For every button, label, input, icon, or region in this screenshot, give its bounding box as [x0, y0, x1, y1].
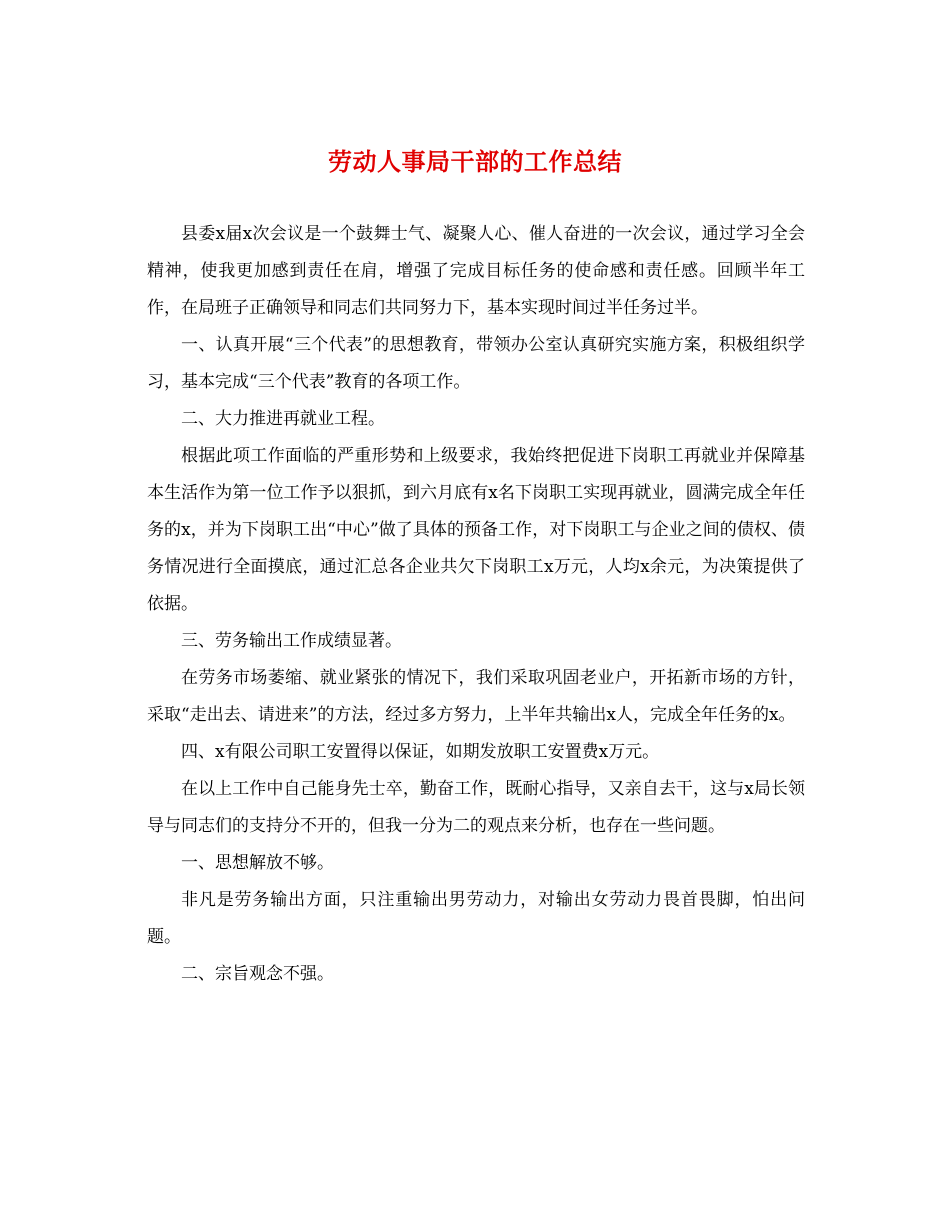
document-title: 劳动人事局干部的工作总结	[328, 147, 622, 176]
paragraph-heading-labor-export: 三、劳务输出工作成绩显著。	[181, 631, 402, 651]
paragraph-problem-1-heading: 一、思想解放不够。	[181, 853, 334, 873]
paragraph-self-assessment: 在以上工作中自己能身先士卒，勤奋工作，既耐心指导，又亲自去干，这与x局长领导与同志们的支持分不开的，但我一分为二的观点来分析，也存在一些问题。	[147, 779, 805, 836]
paragraph-reemployment-detail: 根据此项工作面临的严重形势和上级要求，我始终把促进下岗职工再就业并保障基本生活作为第一位工作予以狠抓，到六月底有x名下岗职工实现再就业，圆满完成全年任务的x，并为下岗职工出“中心”做了具体的预备工作，对下岗职工与企业之间的债权、债务情况进行全面摸底，通过汇总各企业共欠下岗职工x万元，人均x余元，为决策提供了依据。	[147, 446, 805, 614]
paragraph-intro: 县委x届x次会议是一个鼓舞士气、凝聚人心、催人奋进的一次会议，通过学习全会精神，使我更加感到责任在肩，增强了完成目标任务的使命感和责任感。回顾半年工作，在局班子正确领导和同志们共同努力下，基本实现时间过半任务过半。	[147, 224, 805, 318]
paragraph-problem-1-detail: 非凡是劳务输出方面，只注重输出男劳动力，对输出女劳动力畏首畏脚，怕出问题。	[147, 890, 805, 947]
paragraph-labor-export-detail: 在劳务市场萎缩、就业紧张的情况下，我们采取巩固老业户，开拓新市场的方针，采取“走出去、请进来”的方法，经过多方努力，上半年共输出x人，完成全年任务的x。	[147, 668, 805, 725]
paragraph-item-4-resettlement: 四、x有限公司职工安置得以保证，如期发放职工安置费x万元。	[181, 742, 660, 762]
paragraph-heading-reemployment: 二、大力推进再就业工程。	[181, 409, 385, 429]
paragraph-item-1-three-represents: 一、认真开展“三个代表”的思想教育，带领办公室认真研究实施方案，积极组织学习，基本完成“三个代表”教育的各项工作。	[147, 335, 805, 392]
document-body	[147, 216, 805, 993]
paragraph-problem-2-heading: 二、宗旨观念不强。	[181, 964, 334, 984]
